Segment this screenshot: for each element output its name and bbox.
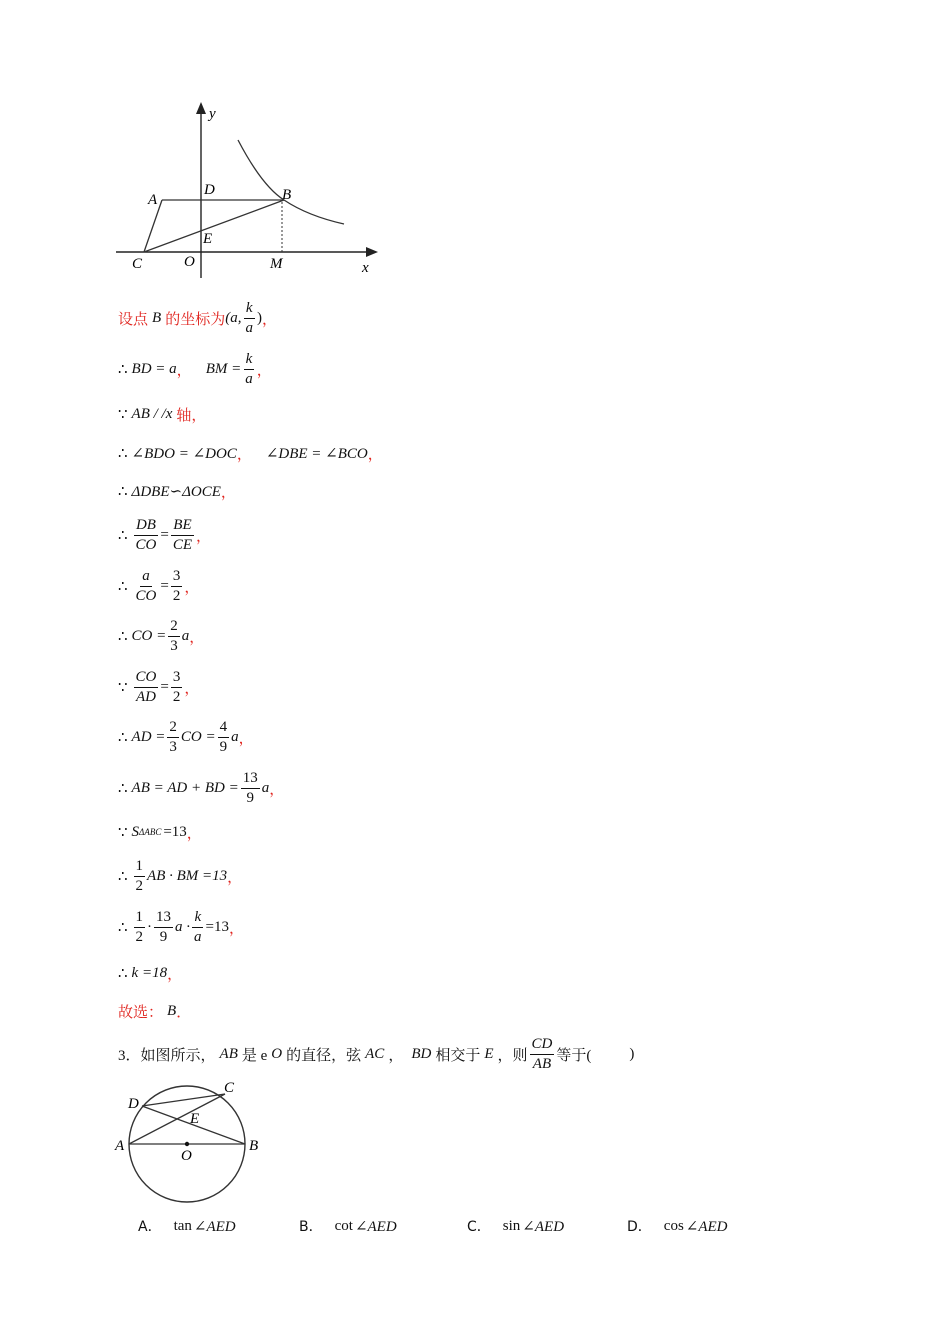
math: AB = AD + BD =: [131, 779, 239, 796]
solution-line-8: [118, 617, 205, 654]
fraction: [167, 720, 179, 755]
therefore-symbol: ∴: [118, 965, 128, 982]
function: tan: [173, 1217, 192, 1234]
math: =13: [163, 823, 187, 840]
denominator: AD: [135, 688, 156, 705]
punct: ，: [367, 446, 383, 463]
denominator: a: [194, 928, 202, 945]
text: 轴: [176, 407, 192, 424]
punct: ．: [176, 1004, 192, 1021]
math: ): [256, 309, 262, 326]
fraction: [154, 910, 173, 945]
denominator: CE: [172, 536, 193, 553]
label-A: A: [115, 1138, 125, 1154]
fraction: [243, 352, 255, 387]
denominator: a: [245, 370, 253, 387]
fraction: [171, 670, 183, 705]
math: a: [261, 779, 270, 796]
therefore-symbol: ∴: [118, 361, 128, 378]
option-d[interactable]: [627, 1216, 728, 1236]
punct: ，: [184, 680, 200, 697]
numerator: k: [244, 352, 255, 370]
punct: ，: [229, 920, 245, 937]
therefore-symbol: ∴: [118, 628, 128, 645]
question-3-stem: [118, 1035, 635, 1072]
text: 相交于: [435, 1047, 481, 1064]
label-O: O: [184, 254, 195, 270]
label-B: B: [282, 187, 292, 203]
option-label: C．: [467, 1219, 491, 1235]
label-E: E: [203, 231, 213, 247]
text: 故选：: [118, 1004, 164, 1021]
punct: ，: [256, 362, 272, 379]
punct: ，: [167, 966, 183, 983]
numerator: 13: [241, 771, 260, 789]
label-B: B: [249, 1138, 259, 1154]
solution-line-3: [118, 398, 206, 430]
label-C: C: [224, 1080, 235, 1096]
fraction: [134, 859, 146, 894]
math: AB / /x: [131, 405, 173, 422]
text: 设点: [118, 311, 149, 328]
because-symbol: ∵: [118, 406, 128, 423]
subscript: ΔABC: [139, 827, 162, 837]
numerator: 1: [134, 910, 146, 928]
label-x: x: [362, 260, 369, 276]
numerator: k: [244, 301, 255, 319]
math: CO =: [131, 627, 167, 644]
math: AD =: [131, 728, 166, 745]
therefore-symbol: ∴: [118, 780, 128, 797]
fraction: [134, 910, 146, 945]
label-A: A: [148, 192, 158, 208]
option-c[interactable]: [467, 1216, 564, 1236]
solution-line-2: [118, 350, 272, 387]
option-label: A．: [138, 1219, 162, 1235]
numerator: 13: [154, 910, 173, 928]
option-a[interactable]: [138, 1216, 236, 1236]
text: ，则: [497, 1047, 528, 1064]
numerator: 4: [218, 720, 230, 738]
text: ): [629, 1045, 635, 1062]
numerator: CD: [530, 1037, 555, 1055]
punct: ，: [186, 825, 202, 842]
fraction: [168, 619, 180, 654]
denominator: AB: [532, 1055, 552, 1072]
fraction: [134, 569, 159, 604]
fraction: [171, 569, 183, 604]
option-b[interactable]: [299, 1216, 397, 1236]
solution-line-7: [118, 567, 200, 604]
math: ∠DBE = ∠BCO: [265, 445, 368, 462]
text: ，: [388, 1047, 404, 1064]
var: O: [271, 1045, 283, 1062]
therefore-symbol: ∴: [118, 527, 128, 544]
text: 的坐标为: [165, 311, 226, 328]
math: AB · BM =13: [147, 867, 228, 884]
text: 如图所示，: [140, 1047, 216, 1064]
numerator: DB: [134, 518, 158, 536]
denominator: a: [245, 319, 253, 336]
solution-line-12: [118, 816, 202, 848]
therefore-symbol: ∴: [118, 445, 128, 462]
var: BD: [411, 1045, 432, 1062]
numerator: k: [192, 910, 203, 928]
therefore-symbol: ∴: [118, 729, 128, 746]
denominator: 9: [159, 928, 168, 945]
punct: ，: [184, 579, 200, 596]
var: B: [152, 309, 162, 326]
angle: ∠AED: [685, 1218, 728, 1235]
numerator: 1: [134, 859, 146, 877]
function: cot: [334, 1217, 353, 1234]
math: S: [131, 823, 140, 840]
solution-line-11: [118, 769, 285, 806]
math: CO =: [180, 728, 216, 745]
equals: =: [160, 526, 169, 543]
denominator: 2: [135, 928, 144, 945]
numerator: BE: [171, 518, 193, 536]
text: 的直径，弦: [286, 1047, 362, 1064]
math: a: [181, 627, 190, 644]
label-y: y: [209, 106, 216, 122]
var: B: [167, 1002, 177, 1019]
solution-line-15: [118, 957, 182, 989]
var: E: [484, 1045, 494, 1062]
math: a ·: [175, 918, 191, 935]
fraction: [218, 720, 230, 755]
text: 是 e: [241, 1047, 268, 1064]
numerator: CO: [134, 670, 159, 688]
denominator: CO: [135, 587, 157, 604]
fraction: [192, 910, 204, 945]
solution-answer: [118, 995, 191, 1027]
dot: ·: [147, 918, 153, 935]
fraction: [241, 771, 260, 806]
math: (a,: [225, 309, 242, 326]
function: cos: [663, 1217, 684, 1234]
denominator: 3: [169, 738, 177, 755]
math: ∠BDO = ∠DOC: [131, 445, 237, 462]
math: ΔDBE∽ΔOCE: [131, 483, 221, 500]
math: BD = a: [131, 360, 177, 377]
text: 等于(: [556, 1047, 592, 1064]
fraction: [530, 1037, 555, 1072]
fraction: [134, 670, 159, 705]
solution-line-5: [118, 475, 236, 507]
equals: =: [160, 577, 169, 594]
therefore-symbol: ∴: [118, 919, 128, 936]
denominator: 9: [219, 738, 228, 755]
punct: ，: [269, 781, 285, 798]
math: BM =: [205, 360, 242, 377]
question-number: 3．: [118, 1047, 141, 1064]
denominator: 2: [135, 877, 144, 894]
numerator: a: [140, 569, 152, 587]
solution-line-4: [118, 437, 383, 469]
denominator: 2: [172, 688, 181, 705]
solution-line-10: [118, 718, 254, 755]
punct: ，: [236, 446, 252, 463]
punct: ，: [238, 730, 254, 747]
var: AB: [219, 1045, 238, 1062]
numerator: 2: [168, 619, 180, 637]
figure-coordinate-diagram: [112, 98, 392, 280]
figure-circle-diagram: [112, 1078, 272, 1208]
math: =13: [205, 918, 230, 935]
function: sin: [502, 1217, 521, 1234]
punct: ，: [189, 629, 205, 646]
label-D: D: [128, 1096, 139, 1112]
numerator: 2: [167, 720, 179, 738]
therefore-symbol: ∴: [118, 483, 128, 500]
label-C: C: [132, 256, 143, 272]
punct: ，: [261, 311, 277, 328]
numerator: 3: [171, 569, 183, 587]
denominator: CO: [135, 536, 157, 553]
option-label: B．: [299, 1219, 323, 1235]
punct: ，: [196, 528, 212, 545]
solution-line-9: [118, 668, 200, 705]
fraction: [243, 301, 255, 336]
angle: ∠AED: [522, 1218, 565, 1235]
fraction: [171, 518, 194, 553]
numerator: 3: [171, 670, 183, 688]
var: AC: [365, 1045, 385, 1062]
punct: ，: [220, 484, 236, 501]
fraction: [134, 518, 159, 553]
solution-line-13: [118, 857, 243, 894]
punct: ，: [191, 407, 207, 424]
equals: =: [160, 678, 169, 695]
punct: ，: [176, 362, 192, 379]
label-D: D: [204, 182, 215, 198]
denominator: 9: [246, 789, 254, 806]
option-label: D．: [627, 1219, 652, 1235]
angle: ∠AED: [354, 1218, 397, 1235]
label-M: M: [270, 256, 283, 272]
solution-line-6: [118, 516, 212, 553]
solution-line-1: [118, 299, 277, 336]
therefore-symbol: ∴: [118, 868, 128, 885]
label-O: O: [181, 1148, 192, 1164]
math: a: [231, 728, 239, 745]
because-symbol: ∵: [118, 679, 128, 696]
label-E: E: [190, 1111, 200, 1127]
denominator: 2: [172, 587, 181, 604]
angle: ∠AED: [193, 1218, 236, 1235]
denominator: 3: [170, 637, 178, 654]
therefore-symbol: ∴: [118, 578, 128, 595]
solution-line-14: [118, 908, 245, 945]
math: k =18: [131, 964, 168, 981]
punct: ，: [227, 869, 243, 886]
because-symbol: ∵: [118, 824, 128, 841]
